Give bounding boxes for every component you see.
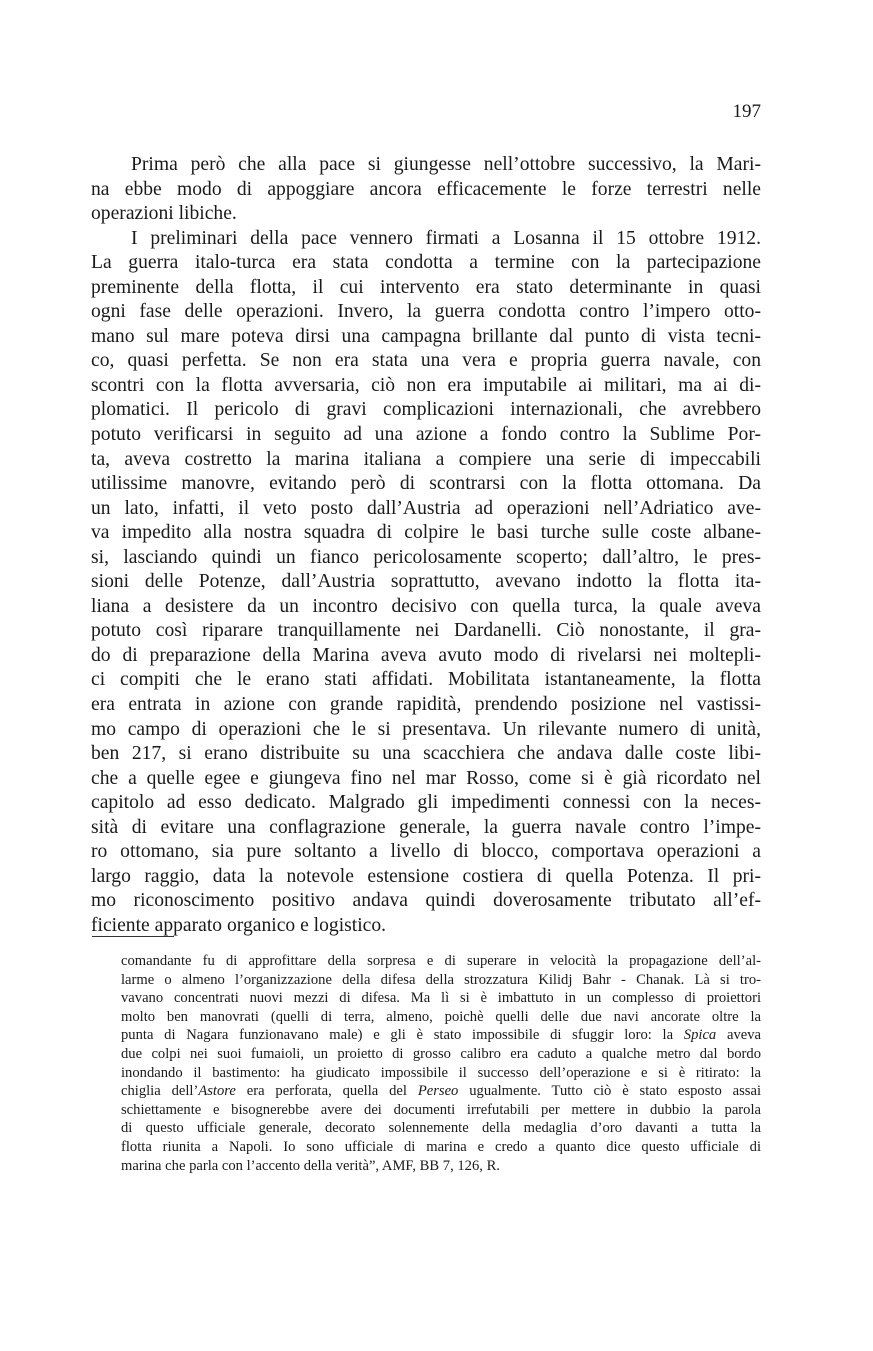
footnote-text: ugualmente. Tutto ciò è stato esposto assai xyxy=(458,1083,761,1100)
ship-name: Perseo xyxy=(417,1083,459,1100)
text-line: mo campo di operazioni che le si presentava. Un rilevante numero di unità, xyxy=(91,718,761,740)
text-line: operazioni libiche. xyxy=(91,203,237,225)
text-line: sità di evitare una conflagrazione generale, la guerra navale contro l’impe- xyxy=(91,816,761,838)
footnote-text: aveva xyxy=(716,1027,761,1044)
text-line: I preliminari della pace vennero firmati a Losanna il 15 ottobre 1912. xyxy=(131,227,761,249)
main-text xyxy=(91,153,761,939)
text-line: ta, aveva costretto la marina italiana a compiere una serie di impeccabili xyxy=(91,448,761,470)
ship-name: Spica xyxy=(683,1027,717,1044)
text-line: un lato, infatti, il veto posto dall’Austria ad operazioni nell’Adriatico ave- xyxy=(91,497,761,519)
footnote-line xyxy=(121,1026,761,1045)
footnote-line: inondando il bastimento: ha giudicato impossibile il successo dell’operazione e si è ritirato: la xyxy=(121,1064,761,1081)
text-line: na ebbe modo di appoggiare ancora efficacemente le forze terrestri nelle xyxy=(91,178,761,200)
text-line: potuto verificarsi in seguito ad una azione a fondo contro la Sublime Por- xyxy=(91,424,761,446)
text-line: La guerra italo-turca era stata condotta a termine con la partecipazione xyxy=(91,252,761,274)
text-line: preminente della flotta, il cui intervento era stato determinante in quasi xyxy=(91,276,761,298)
text-line: co, quasi perfetta. Se non era stata una vera e propria guerra navale, con xyxy=(91,350,761,372)
text-line: plomatici. Il pericolo di gravi complicazioni internazionali, che avrebbero xyxy=(91,399,761,421)
footnote-text: era perforata, quella del xyxy=(235,1083,418,1100)
footnote-line: di questo ufficiale generale, decorato solennemente della medaglia d’oro davanti a tutta la xyxy=(121,1120,761,1137)
text-line: potuto così riparare tranquillamente nei Dardanelli. Ciò nonostante, il gra- xyxy=(91,620,761,642)
footnote-line: larme o almeno l’organizzazione della difesa della strozzatura Kilidj Bahr - Chanak. Là si tro- xyxy=(121,971,761,988)
footnote-line xyxy=(121,1082,761,1101)
text-line: largo raggio, data la notevole estensione costiera di quella Potenza. Il pri- xyxy=(91,865,761,887)
text-line: capitolo ad esso dedicato. Malgrado gli impedimenti connessi con la neces- xyxy=(91,792,761,814)
footnote-line: due colpi nei suoi fumaioli, un proietto di grosso calibro era caduto a qualche metro dal bordo xyxy=(121,1045,761,1062)
text-line: liana a desistere da un incontro decisivo con quella turca, la quale aveva xyxy=(91,595,761,617)
footnote-line: molto ben manovrati (quelli di terra, almeno, poichè quelli delle due navi ancorate oltre la xyxy=(121,1008,761,1025)
footnote-line: flotta riunita a Napoli. Io sono ufficiale di marina e credo a quanto dice questo ufficiale di xyxy=(121,1138,761,1155)
footnote-line: schiettamente e bisognerebbe avere dei documenti irrefutabili per mettere in dubbio la parola xyxy=(121,1101,761,1118)
text-line: scontri con la flotta avversaria, ciò non era imputabile ai militari, ma ai di- xyxy=(91,374,761,396)
text-line: ficiente apparato organico e logistico. xyxy=(91,914,387,936)
footnote-separator xyxy=(92,936,174,937)
footnote-line: comandante fu di approfittare della sorpresa e di superare in velocità la propagazione dell’al- xyxy=(121,953,761,969)
text-line: ogni fase delle operazioni. Invero, la guerra condotta contro l’impero otto- xyxy=(91,301,761,323)
text-line: Prima però che alla pace si giungesse nell’ottobre successivo, la Mari- xyxy=(131,154,761,175)
text-line: do di preparazione della Marina aveva avuto modo di rivelarsi nei moltepli- xyxy=(91,644,761,666)
footnote-text: punta di Nagara funzionavano male) e gli è stato impossibile di sfuggir loro: la xyxy=(121,1027,684,1044)
text-line: ro ottomano, sia pure soltanto a livello di blocco, comportava operazioni a xyxy=(91,841,761,863)
page-number: 197 xyxy=(732,101,761,122)
text-line: sioni delle Potenze, dall’Austria soprattutto, avevano indotto la flotta ita- xyxy=(91,571,761,593)
text-line: mano sul mare poteva dirsi una campagna brillante dal punto di vista tecni- xyxy=(91,325,761,347)
text-line: che a quelle egee e giungeva fino nel mar Rosso, come si è già ricordato nel xyxy=(91,767,761,789)
footnote-line: marina che parla con l’accento della verità”, AMF, BB 7, 126, R. xyxy=(121,1157,500,1174)
text-line: ben 217, si erano distribuite su una scacchiera che andava dalle coste libi- xyxy=(91,743,761,765)
text-line: utilissime manovre, evitando però di scontrarsi con la flotta ottomana. Da xyxy=(91,473,761,495)
text-line: era entrata in azione con grande rapidità, prendendo posizione nel vastissi- xyxy=(91,694,761,716)
ship-name: Astore xyxy=(198,1083,236,1100)
footnote-text: chiglia dell’ xyxy=(121,1083,199,1100)
text-line: si, lasciando quindi un fianco pericolosamente scoperto; dall’altro, le pres- xyxy=(91,546,761,568)
text-line: va impedito alla nostra squadra di colpire le basi turche sulle coste albane- xyxy=(91,522,761,544)
footnote-line: vavano concentrati nuovi mezzi di difesa. Ma lì si è imbattuto in un complesso di proiettori xyxy=(121,990,761,1007)
footnote xyxy=(121,952,761,1175)
text-line: mo riconoscimento positivo andava quindi doverosamente tributato all’ef- xyxy=(91,890,761,912)
text-line: ci compiti che le erano stati affidati. Mobilitata istantaneamente, la flotta xyxy=(91,669,761,691)
